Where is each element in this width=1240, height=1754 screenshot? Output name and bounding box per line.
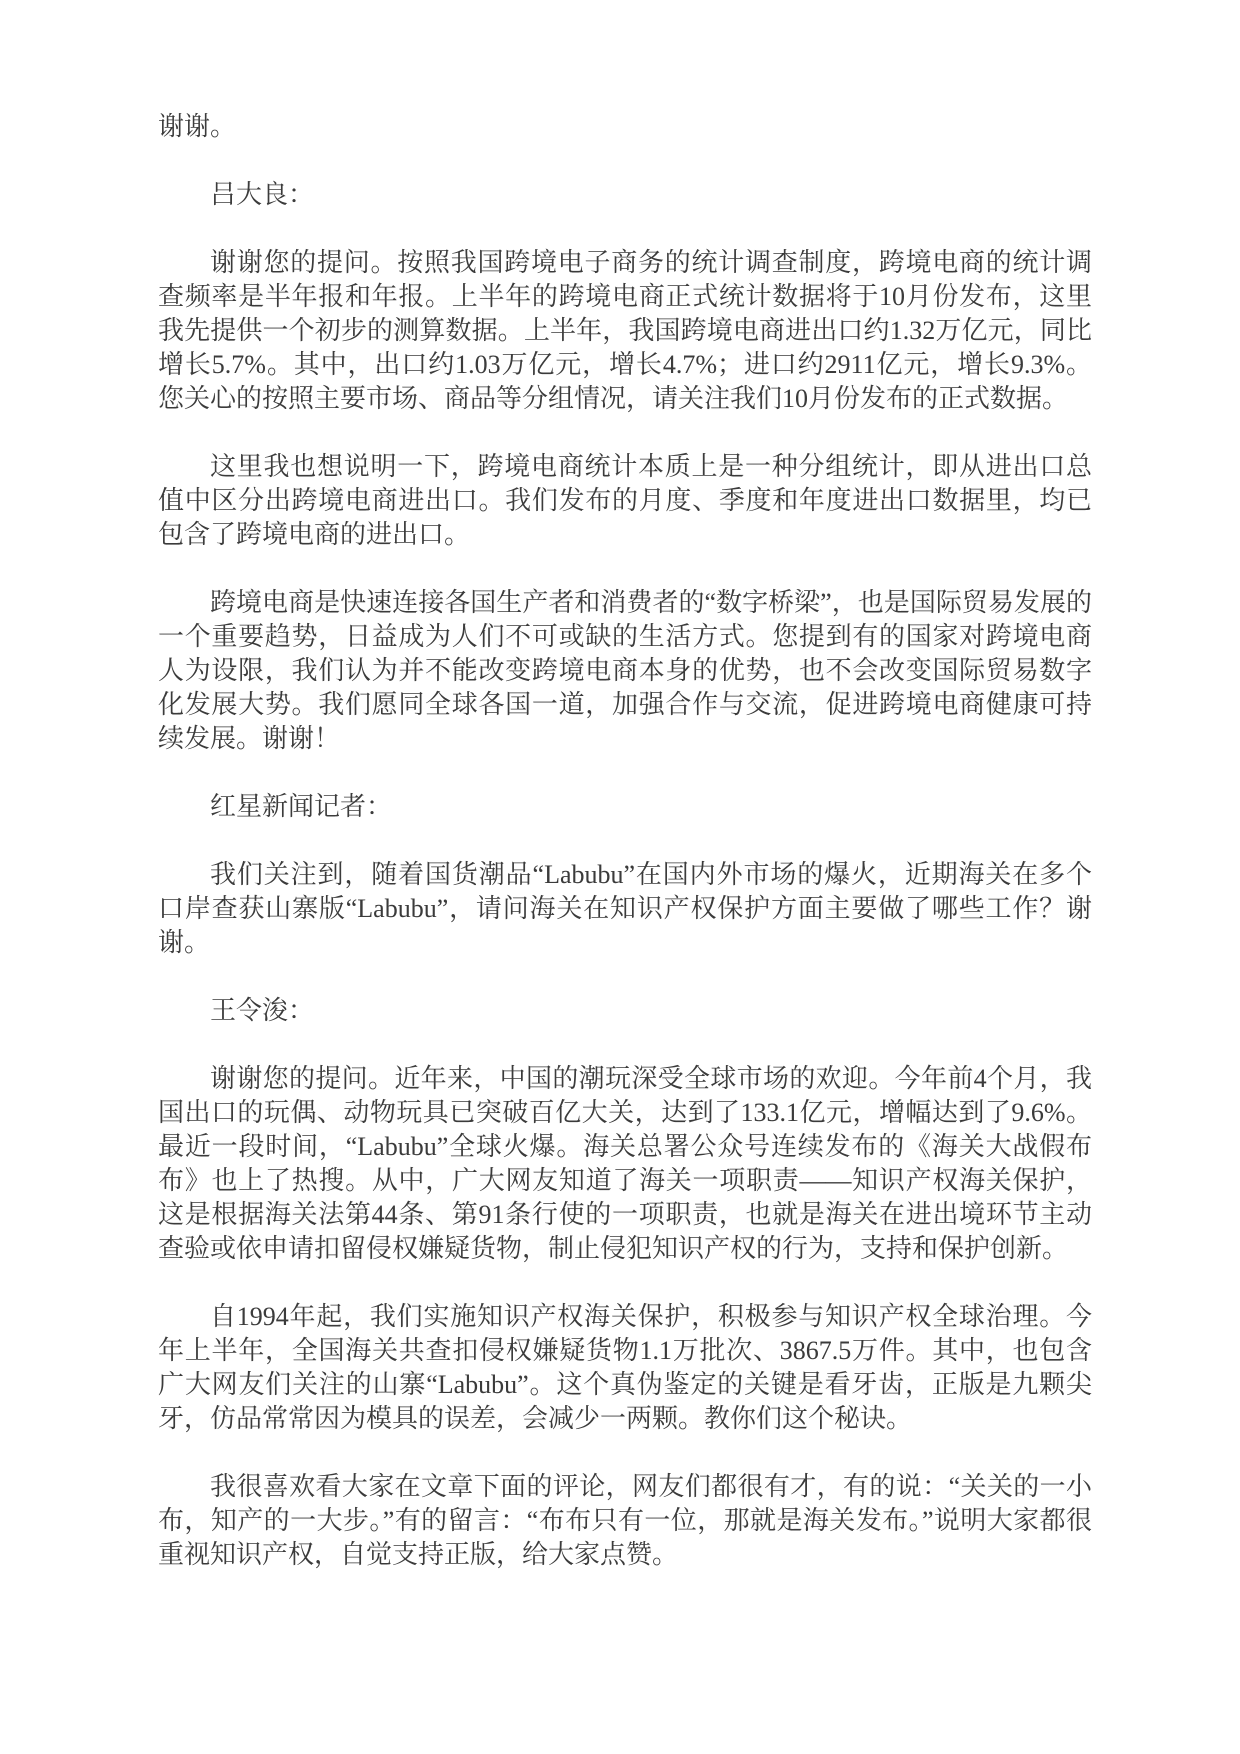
paragraph: 我很喜欢看大家在文章下面的评论，网友们都很有才，有的说：“关关的一小布，知产的一大步。”有的留言：“布布只有一位，那就是海关发布。”说明大家都很重视知识产权，自觉支持正版，给大家点赞。 bbox=[158, 1472, 1092, 1569]
speaker-name-lv-daliang: 吕大良： bbox=[210, 180, 315, 209]
paragraph: 跨境电商是快速连接各国生产者和消费者的“数字桥梁”，也是国际贸易发展的一个重要趋势，日益成为人们不可或缺的生活方式。您提到有的国家对跨境电商人为设限，我们认为并不能改变跨境电商本身的优势，也不会改变国际贸易数字化发展大势。我们愿同全球各国一道，加强合作与交流，促进跨境电商健康可持续发展。谢谢！ bbox=[158, 588, 1092, 753]
speaker-name-wang-lingjun: 王令浚： bbox=[210, 996, 315, 1025]
speaker-name-reporter: 红星新闻记者： bbox=[210, 792, 393, 821]
paragraph: 这里我也想说明一下，跨境电商统计本质上是一种分组统计，即从进出口总值中区分出跨境电商进出口。我们发布的月度、季度和年度进出口数据里，均已包含了跨境电商的进出口。 bbox=[158, 452, 1092, 549]
paragraph: 谢谢您的提问。按照我国跨境电子商务的统计调查制度，跨境电商的统计调查频率是半年报和年报。上半年的跨境电商正式统计数据将于10月份发布，这里我先提供一个初步的测算数据。上半年，我国跨境电商进出口约1.32万亿元，同比增长5.7%。其中，出口约1.03万亿元，增长4.7%；进口约2911亿元，增长9.3%。您关心的按照主要市场、商品等分组情况，请关注我们10月份发布的正式数据。 bbox=[158, 248, 1092, 413]
document-page-body bbox=[158, 110, 1092, 1572]
paragraph: 谢谢您的提问。近年来，中国的潮玩深受全球市场的欢迎。今年前4个月，我国出口的玩偶、动物玩具已突破百亿大关，达到了133.1亿元，增幅达到了9.6%。最近一段时间，“Labubu”全球火爆。海关总署公众号连续发布的《海关大战假布布》也上了热搜。从中，广大网友知道了海关一项职责——知识产权海关保护，这是根据海关法第44条、第91条行使的一项职责，也就是海关在进出境环节主动查验或依申请扣留侵权嫌疑货物，制止侵犯知识产权的行为，支持和保护创新。 bbox=[158, 1064, 1092, 1263]
paragraph: 我们关注到，随着国货潮品“Labubu”在国内外市场的爆火，近期海关在多个口岸查获山寨版“Labubu”，请问海关在知识产权保护方面主要做了哪些工作？谢谢。 bbox=[158, 860, 1092, 957]
paragraph-continuation: 谢谢。 bbox=[158, 112, 237, 141]
paragraph: 自1994年起，我们实施知识产权海关保护，积极参与知识产权全球治理。今年上半年，全国海关共查扣侵权嫌疑货物1.1万批次、3867.5万件。其中，也包含广大网友们关注的山寨“Labubu”。这个真伪鉴定的关键是看牙齿，正版是九颗尖牙，仿品常常因为模具的误差，会减少一两颗。教你们这个秘诀。 bbox=[158, 1302, 1092, 1433]
